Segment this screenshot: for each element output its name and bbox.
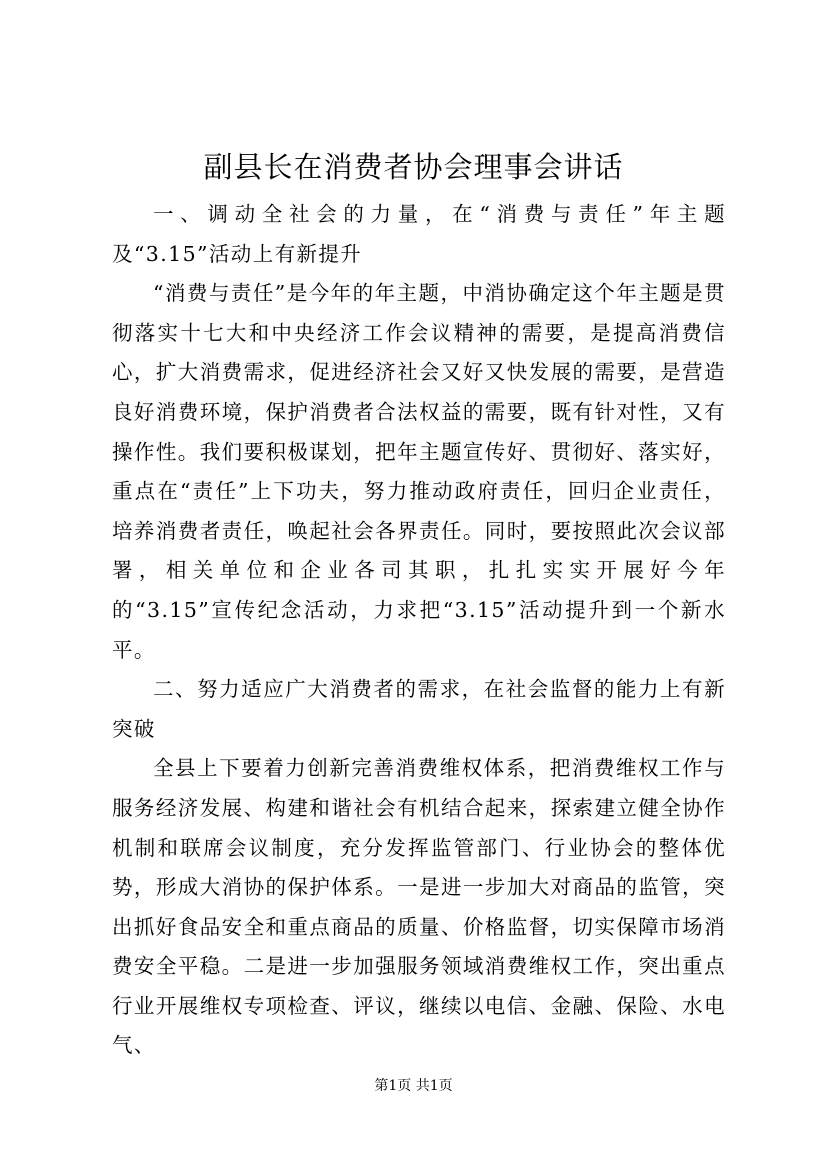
- document-title: 副县长在消费者协会理事会讲话: [203, 150, 624, 184]
- paragraph-1: “消费与责任”是今年的年主题，中消协确定这个年主题是贯彻落实十七大和中央经济工作会议精神的需要，是提高消费信心，扩大消费需求，促进经济社会又好又快发展的需要，是营造良好消费环境，保护消费者合法权益的需要，既有针对性，又有操作性。我们要积极谋划，把年主题宣传好、贯彻好、落实好，重点在“责任”上下功夫，努力推动政府责任，回归企业责任，培养消费者责任，唤起社会各界责任。同时，要按照此次会议部署，相关单位和企业各司其职，扎扎实实开展好今年的“3.15”宣传纪念活动，力求把“3.15”活动提升到一个新水平。: [112, 281, 726, 662]
- section-heading-2: 二、努力适应广大消费者的需求，在社会监督的能力上有新突破: [112, 677, 726, 741]
- section-heading-1: 一、调动全社会的力量，在“消费与责任”年主题及“3.15”活动上有新提升: [112, 202, 726, 266]
- document-body: [112, 195, 726, 1066]
- paragraph-2: 全县上下要着力创新完善消费维权体系，把消费维权工作与服务经济发展、构建和谐社会有机结合起来，探索建立健全协作机制和联席会议制度，充分发挥监管部门、行业协会的整体优势，形成大消协的保护体系。一是进一步加大对商品的监管，突出抓好食品安全和重点商品的质量、价格监督，切实保障市场消费安全平稳。二是进一步加强服务领域消费维权工作，突出重点行业开展维权专项检查、评议，继续以电信、金融、保险、水电气、: [112, 756, 726, 1058]
- page-number-footer: 第1页 共1页: [374, 1078, 453, 1094]
